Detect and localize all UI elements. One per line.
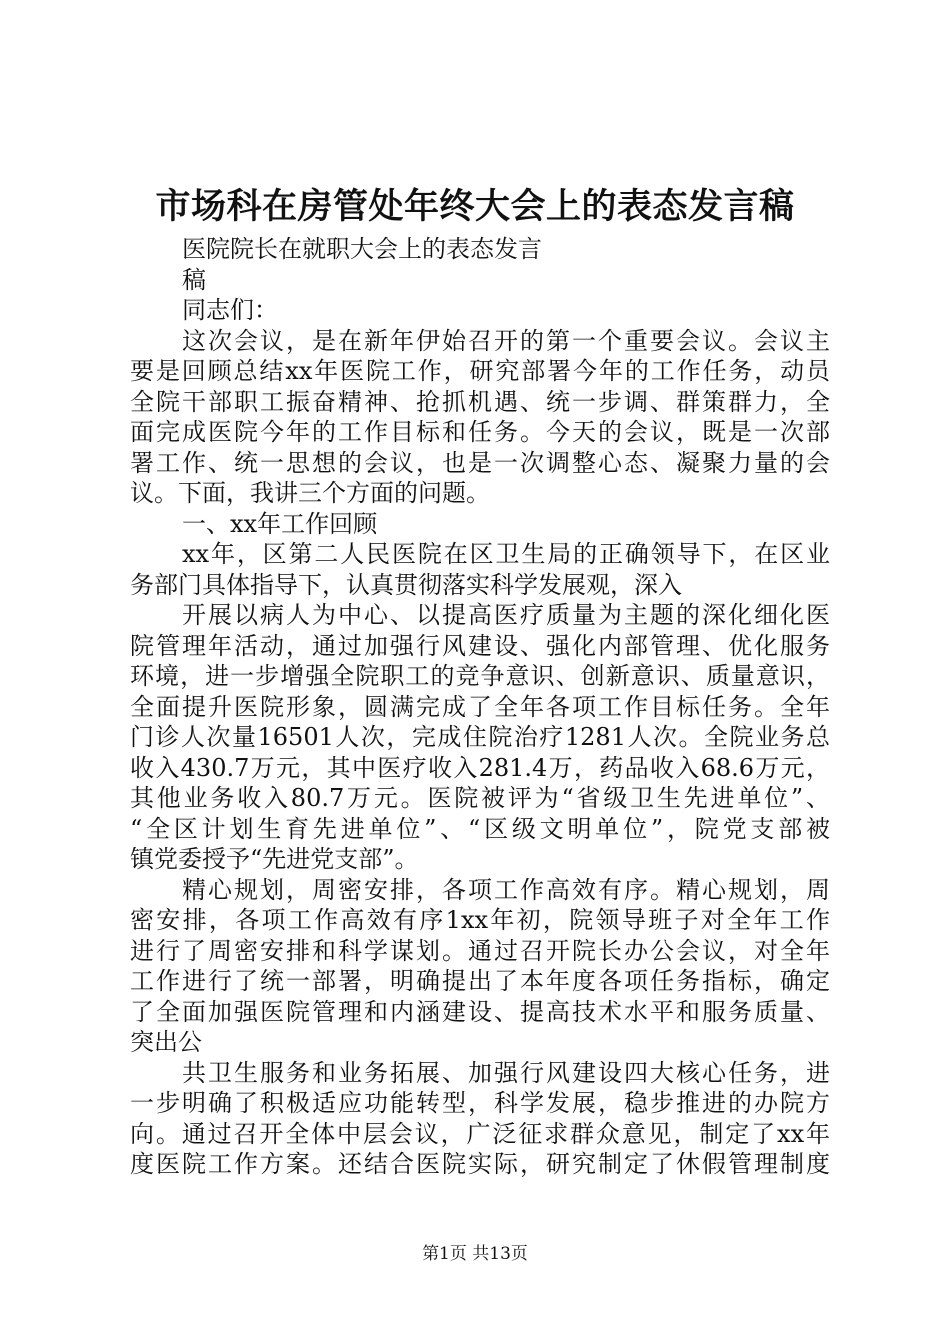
body-line: 署工作、统一思想的会议，也是一次调整心态、凝聚力量的会 [130,448,830,477]
body-line: 稿 [182,265,206,294]
body-line: 院管理年活动，通过加强行风建设、强化内部管理、优化服务 [130,631,830,660]
body-line: 镇党委授予“先进党支部”。 [130,845,419,873]
body-line: 环境，进一步增强全院职工的竞争意识、创新意识、质量意识， [130,662,830,690]
body-line: 进行了周密安排和科学谋划。通过召开院长办公会议，对全年 [130,936,830,965]
body-line: 突出公 [130,1028,202,1056]
body-line: 一、xx年工作回顾 [182,509,378,538]
body-line: 共卫生服务和业务拓展、加强行风建设四大核心任务，进 [182,1058,830,1087]
body-line: 全面提升医院形象，圆满完成了全年各项工作目标任务。全年 [130,692,830,721]
body-line: 向。通过召开全体中层会议，广泛征求群众意见，制定了xx年 [130,1119,830,1148]
body-line: 一步明确了积极适应功能转型，科学发展，稳步推进的办院方 [130,1089,830,1117]
body-line: 同志们： [182,296,278,324]
body-line: 务部门具体指导下，认真贯彻落实科学发展观，深入 [130,570,682,599]
body-line: 度医院工作方案。还结合医院实际，研究制定了休假管理制度 [130,1150,830,1178]
body-line: 工作进行了统一部署，明确提出了本年度各项任务指标，确定 [130,967,830,995]
body-line: 要是回顾总结xx年医院工作，研究部署今年的工作任务，动员 [130,357,830,385]
body-line: 开展以病人为中心、以提高医疗质量为主题的深化细化医 [182,601,830,629]
body-line: 精心规划，周密安排，各项工作高效有序。精心规划，周 [182,875,830,904]
body-line: 密安排，各项工作高效有序1xx年初，院领导班子对全年工作 [130,906,830,934]
body-line: 议。下面，我讲三个方面的问题。 [130,479,490,507]
body-line: 其他业务收入80.7万元。医院被评为“省级卫生先进单位”、 [130,784,830,812]
page-footer: 第1页 共13页 [422,1244,528,1264]
body-line: 面完成医院今年的工作目标和任务。今天的会议，既是一次部 [130,418,830,446]
body-line: 了全面加强医院管理和内涵建设、提高技术水平和服务质量、 [130,997,830,1026]
body-line: 这次会议，是在新年伊始召开的第一个重要会议。会议主 [182,326,830,355]
body-line: 收入430.7万元，其中医疗收入281.4万，药品收入68.6万元， [130,753,830,782]
body-line: 全院干部职工振奋精神、抢抓机遇、统一步调、群策群力，全 [130,387,830,416]
body-line: 门诊人次量16501人次，完成住院治疗1281人次。全院业务总 [130,723,830,751]
body-line: “全区计划生育先进单位”、“区级文明单位”，院党支部被 [130,814,830,843]
document-title: 市场科在房管处年终大会上的表态发言稿 [155,186,795,227]
document-body [130,234,830,1180]
body-line: 医院院长在就职大会上的表态发言 [182,235,542,263]
body-line: xx年，区第二人民医院在区卫生局的正确领导下，在区业 [182,540,830,568]
